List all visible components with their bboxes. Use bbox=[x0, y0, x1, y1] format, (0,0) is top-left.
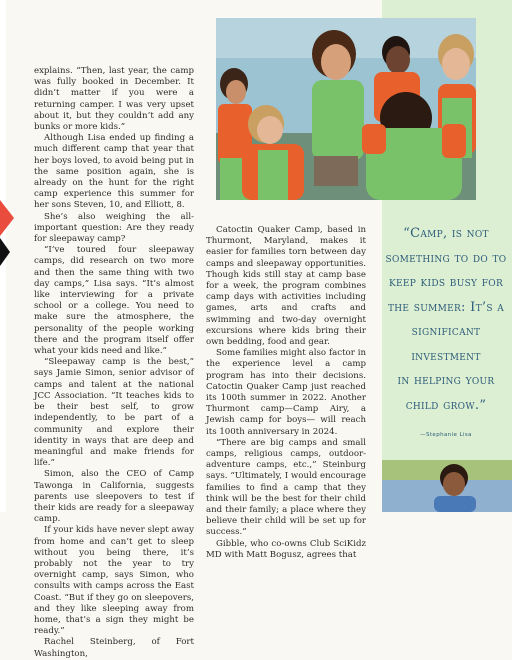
photo-child-at-camp bbox=[382, 460, 512, 512]
photo-kids-in-life-jackets bbox=[216, 18, 476, 200]
decorative-red-triangle bbox=[0, 200, 14, 236]
paragraph: Catoctin Quaker Camp, based in Thurmont, Maryland, makes it easier for families torn between day camps and sleepaway opportunities. Though kids still stay at camp base for a week, the program combines camp days with activities including games, arts and crafts and swimming and two-day overnight excursions where kids bring their own bedding, food and gear. bbox=[206, 225, 366, 348]
pull-quote-attribution: —Stephanie Lisa bbox=[420, 432, 472, 438]
decorative-black-triangle bbox=[0, 238, 10, 266]
article-column-1 bbox=[34, 66, 194, 659]
paragraph: If your kids have never slept away from home and can’t get to sleep without you being there, it’s probably not the year to try overnight camp, says Simon, who consults with camps across the East Coast. “But if they go on sleepovers, and they like sleeping away from home, that’s a sign they might be ready.” bbox=[34, 525, 194, 637]
paragraph: Although Lisa ended up finding a much different camp that year that her boys loved, to avoid being put in the same position again, she is already on the hunt for the right camp experience this summer for her sons Steven, 10, and Elliott, 8. bbox=[34, 133, 194, 211]
paragraph: Some families might also factor in the experience level a camp program has into their decisions. Catoctin Quaker Camp just reached its 100th summer in 2022. Another Thurmont camp—Camp Airy, a Jewish camp for boys— will reach its 100th anniversary in 2024. bbox=[206, 348, 366, 437]
paragraph: “I’ve toured four sleepaway camps, did research on two more and then the same thing with two day camps,” Lisa says. “It’s almost like interviewing for a private school or a college. You need to make sure the atmosphere, the personality of the people working there and the program itself offer what your kids need and like.” bbox=[34, 245, 194, 357]
paragraph: explains. “Then, last year, the camp was fully booked in December. It didn’t matter if you were a returning camper. I was very upset about it, but they couldn’t add any bunks or more kids.” bbox=[34, 66, 194, 133]
pull-quote: “Camp, is not something to do to keep kids busy for the summer: It’s a significant investment in helping your child grow.” bbox=[385, 226, 507, 413]
paragraph: Simon, also the CEO of Camp Tawonga in California, suggests parents use sleepovers to test if their kids are ready for a sleepaway camp. bbox=[34, 469, 194, 525]
paragraph: She’s also weighing the all-important question: Are they ready for sleepaway camp? bbox=[34, 211, 194, 245]
child-at-camp-photo bbox=[382, 460, 512, 512]
paragraph: Gibble, who co-owns Club SciKidz MD with Matt Bogusz, agrees that bbox=[206, 538, 366, 560]
children-in-life-jackets-photo bbox=[216, 18, 476, 200]
paragraph: “Sleepaway camp is the best,” says Jamie Simon, senior advisor of camps and talent at the national JCC Association. “It teaches kids to be their best self, to grow independently, to be part of a community and explore their identity in ways that are deep and meaningful and make friends for life.” bbox=[34, 357, 194, 469]
article-column-2 bbox=[206, 225, 366, 560]
paragraph: “There are big camps and small camps, religious camps, outdoor-adventure camps, etc.,” Steinburg says. “Ultimately, I would encourage families to find a camp that they think will be the best for their child and their family; a place where they believe their child will be set up for success.” bbox=[206, 437, 366, 538]
paragraph: Rachel Steinberg, of Fort Washington, bbox=[34, 637, 194, 659]
